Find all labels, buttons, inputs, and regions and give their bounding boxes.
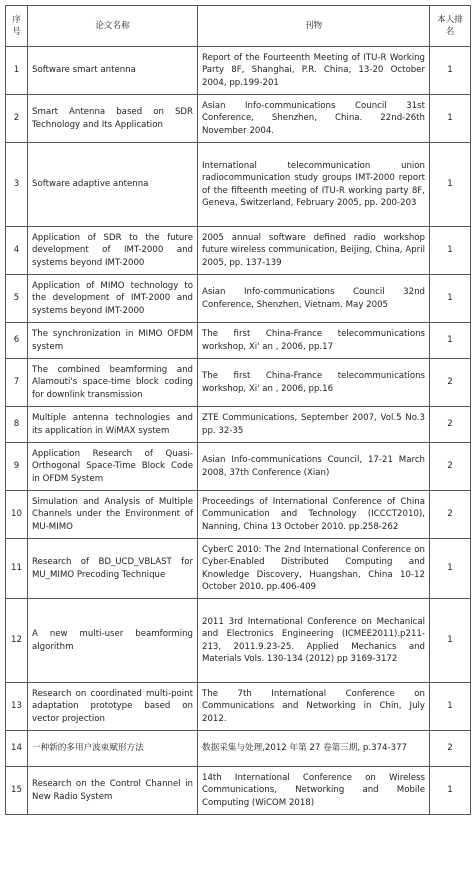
table-row bbox=[6, 539, 471, 599]
header-no: 序号 bbox=[6, 6, 28, 47]
paper-title: Application of SDR to the future development of IMT-2000 and systems beyond IMT-2000 bbox=[28, 227, 198, 275]
author-rank: 2 bbox=[430, 359, 471, 407]
author-rank: 1 bbox=[430, 95, 471, 143]
paper-title: Simulation and Analysis of Multiple Channels under the Environment of MU-MIMO bbox=[28, 491, 198, 539]
header-venue: 刊物 bbox=[198, 6, 430, 47]
table-row bbox=[6, 359, 471, 407]
publication-venue: 14th International Conference on Wireless Communications, Networking and Mobile Computing (WiCOM 2018) bbox=[198, 767, 430, 815]
publication-venue: The 7th International Conference on Communications and Networking in Chin, July 2012. bbox=[198, 683, 430, 731]
row-number: 13 bbox=[6, 683, 28, 731]
author-rank: 1 bbox=[430, 767, 471, 815]
author-rank: 1 bbox=[430, 227, 471, 275]
row-number: 15 bbox=[6, 767, 28, 815]
paper-title: Smart Antenna based on SDR Technology and Its Application bbox=[28, 95, 198, 143]
publication-venue: Asian Info-communications Council 31st Conference, Shenzhen, China. 22nd-26th November 2004. bbox=[198, 95, 430, 143]
table-row bbox=[6, 275, 471, 323]
row-number: 6 bbox=[6, 323, 28, 359]
row-number: 2 bbox=[6, 95, 28, 143]
publication-venue: Asian Info-communications Council, 17-21 March 2008, 37th Conference (Xian) bbox=[198, 443, 430, 491]
publication-venue: Proceedings of International Conference of China Communication and Technology (ICCCT2010), Nanning, China 13 October 2010. pp.258-262 bbox=[198, 491, 430, 539]
row-number: 1 bbox=[6, 47, 28, 95]
paper-title: Software adaptive antenna bbox=[28, 143, 198, 227]
publication-venue: Report of the Fourteenth Meeting of ITU-R Working Party 8F, Shanghai, P.R. China, 13-20 October 2004, pp.199-201 bbox=[198, 47, 430, 95]
table-row bbox=[6, 491, 471, 539]
paper-title: 一种新的多用户波束赋形方法 bbox=[28, 731, 198, 767]
table-row bbox=[6, 767, 471, 815]
author-rank: 2 bbox=[430, 491, 471, 539]
row-number: 8 bbox=[6, 407, 28, 443]
table-row bbox=[6, 443, 471, 491]
publication-venue: Asian Info-communications Council 32nd Conference, Shenzhen, Vietnam. May 2005 bbox=[198, 275, 430, 323]
row-number: 12 bbox=[6, 599, 28, 683]
publication-venue: CyberC 2010: The 2nd International Conference on Cyber-Enabled Distributed Computing and Knowledge Discovery, Huangshan, China 10-12 October 2010. pp.406-409 bbox=[198, 539, 430, 599]
table-row bbox=[6, 731, 471, 767]
table-row bbox=[6, 47, 471, 95]
publication-venue: ZTE Communications, September 2007, Vol.5 No.3 pp. 32-35 bbox=[198, 407, 430, 443]
publication-venue: 数据采集与处理,2012 年第 27 卷第三期, p.374-377 bbox=[198, 731, 430, 767]
table-row bbox=[6, 95, 471, 143]
table-row bbox=[6, 227, 471, 275]
author-rank: 2 bbox=[430, 407, 471, 443]
publication-venue: 2011 3rd International Conference on Mechanical and Electronics Engineering (ICMEE2011).p211-213, 2011.9.23-25. Applied Mechanics and Materials Vols. 130-134 (2012) pp 3169-3172 bbox=[198, 599, 430, 683]
author-rank: 2 bbox=[430, 731, 471, 767]
publication-venue: International telecommunication union radiocommunication study groups IMT-2000 report of the fifteenth meeting of ITU-R working party 8F, Geneva, Switzerland, February 2005, pp. 200-203 bbox=[198, 143, 430, 227]
paper-title: A new multi-user beamforming algorithm bbox=[28, 599, 198, 683]
row-number: 14 bbox=[6, 731, 28, 767]
row-number: 10 bbox=[6, 491, 28, 539]
publication-venue: 2005 annual software defined radio workshop future wireless communication, Beijing, China, April 2005, pp. 137-139 bbox=[198, 227, 430, 275]
paper-title: The combined beamforming and Alamouti's space-time block coding for downlink transmission bbox=[28, 359, 198, 407]
paper-title: Research of BD_UCD_VBLAST for MU_MIMO Precoding Technique bbox=[28, 539, 198, 599]
table-row bbox=[6, 143, 471, 227]
header-title: 论文名称 bbox=[28, 6, 198, 47]
paper-title: Multiple antenna technologies and its application in WiMAX system bbox=[28, 407, 198, 443]
publication-venue: The first China-France telecommunications workshop, Xi' an , 2006, pp.16 bbox=[198, 359, 430, 407]
paper-title: Software smart antenna bbox=[28, 47, 198, 95]
row-number: 11 bbox=[6, 539, 28, 599]
paper-title: The synchronization in MIMO OFDM system bbox=[28, 323, 198, 359]
row-number: 7 bbox=[6, 359, 28, 407]
publications-table bbox=[5, 5, 471, 815]
table-row bbox=[6, 407, 471, 443]
author-rank: 1 bbox=[430, 683, 471, 731]
paper-title: Application Research of Quasi-Orthogonal Space-Time Block Code in OFDM System bbox=[28, 443, 198, 491]
author-rank: 1 bbox=[430, 47, 471, 95]
table-row bbox=[6, 683, 471, 731]
table-row bbox=[6, 599, 471, 683]
paper-title: Research on the Control Channel in New Radio System bbox=[28, 767, 198, 815]
row-number: 5 bbox=[6, 275, 28, 323]
row-number: 9 bbox=[6, 443, 28, 491]
paper-title: Research on coordinated multi-point adaptation prototype based on vector projection bbox=[28, 683, 198, 731]
author-rank: 2 bbox=[430, 443, 471, 491]
paper-title: Application of MIMO technology to the development of IMT-2000 and systems beyond IMT-2000 bbox=[28, 275, 198, 323]
table-row bbox=[6, 323, 471, 359]
header-row bbox=[6, 6, 471, 47]
row-number: 3 bbox=[6, 143, 28, 227]
author-rank: 1 bbox=[430, 323, 471, 359]
author-rank: 1 bbox=[430, 599, 471, 683]
author-rank: 1 bbox=[430, 275, 471, 323]
publication-venue: The first China-France telecommunications workshop, Xi' an , 2006, pp.17 bbox=[198, 323, 430, 359]
author-rank: 1 bbox=[430, 143, 471, 227]
row-number: 4 bbox=[6, 227, 28, 275]
author-rank: 1 bbox=[430, 539, 471, 599]
header-rank: 本人排名 bbox=[430, 6, 471, 47]
